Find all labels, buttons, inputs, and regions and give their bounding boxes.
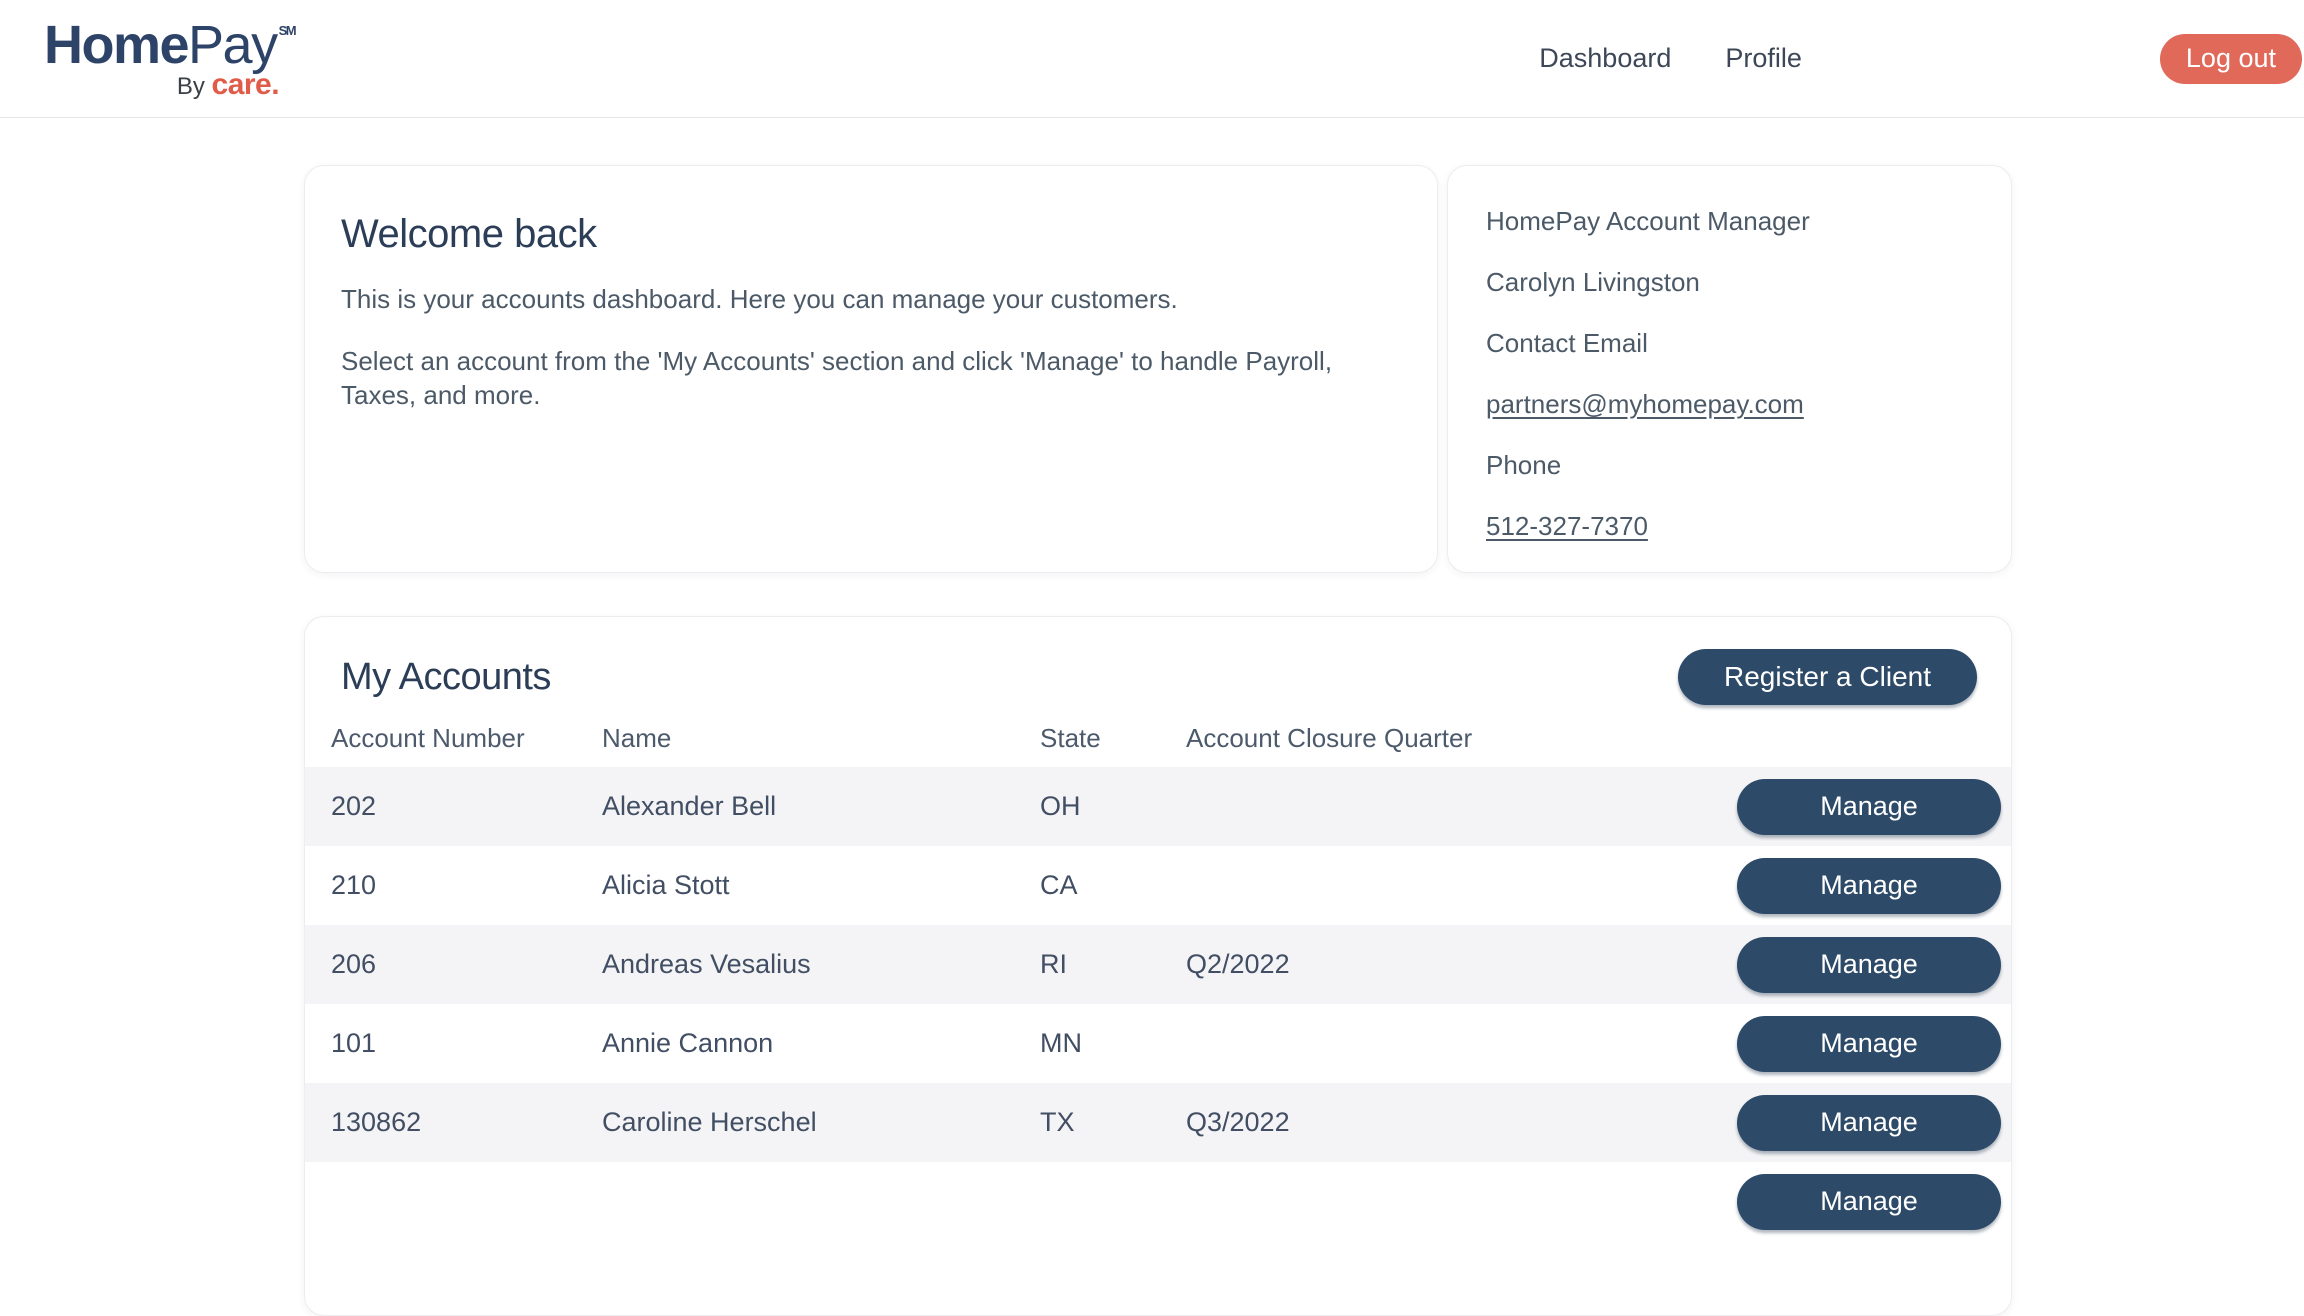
top-bar: [0, 0, 2304, 118]
cell-closure-quarter: Q2/2022: [1186, 949, 1290, 979]
table-row: [305, 925, 2011, 1004]
cell-account-number: 101: [331, 1028, 377, 1058]
care-logo: care.: [211, 67, 280, 101]
cell-account-number: 202: [331, 791, 377, 821]
account-manager-card: [1447, 165, 2012, 573]
phone-link[interactable]: 512-327-7370: [1486, 511, 1648, 541]
column-header-account-closure-quarter: Account Closure Quarter: [1186, 722, 1473, 753]
welcome-paragraph-2: Select an account from the 'My Accounts' section and click 'Manage' to handle Payroll, Taxes, and more.: [341, 345, 1333, 410]
manage-button[interactable]: Manage: [1737, 858, 2001, 914]
cell-state: RI: [1040, 949, 1067, 979]
logo-pay-text: Pay: [188, 14, 277, 75]
logo-home-text: Home: [44, 14, 189, 75]
manage-button[interactable]: Manage: [1737, 1095, 2001, 1151]
email-link[interactable]: partners@myhomepay.com: [1486, 389, 1804, 419]
cell-state: OH: [1040, 791, 1081, 821]
top-cards-row: [304, 165, 2012, 573]
manager-card-title: HomePay Account Manager: [1486, 206, 1810, 236]
cell-account-number: 130862: [331, 1107, 422, 1137]
cell-name: Andreas Vesalius: [602, 949, 811, 979]
manage-button[interactable]: Manage: [1737, 1174, 2001, 1230]
cell-state: CA: [1040, 870, 1078, 900]
column-header-name: Name: [602, 722, 672, 753]
table-row: [305, 1162, 2011, 1241]
accounts-title: My Accounts: [341, 655, 551, 698]
contact-email-label: Contact Email: [1486, 328, 1648, 358]
table-row: [305, 846, 2011, 925]
table-row: [305, 767, 2011, 846]
main-content: [304, 165, 2012, 1316]
table-row: [305, 1083, 2011, 1162]
logout-button[interactable]: Log out: [2160, 34, 2302, 84]
nav-item-dashboard[interactable]: Dashboard: [1539, 43, 1672, 73]
cell-name: Alexander Bell: [602, 791, 777, 821]
column-header-state: State: [1040, 722, 1101, 753]
cell-closure-quarter: Q3/2022: [1186, 1107, 1290, 1137]
cell-name: Caroline Herschel: [602, 1107, 817, 1137]
table-header-row: [305, 709, 2011, 767]
logo-trademark: SM: [278, 22, 296, 38]
logo-wordmark: [44, 14, 296, 75]
manage-button[interactable]: Manage: [1737, 1016, 2001, 1072]
cell-name: Annie Cannon: [602, 1028, 774, 1058]
cell-state: MN: [1040, 1028, 1082, 1058]
nav-item-profile[interactable]: Profile: [1725, 43, 1802, 73]
cell-state: TX: [1040, 1107, 1075, 1137]
manager-name: Carolyn Livingston: [1486, 267, 1700, 297]
cell-name: Alicia Stott: [602, 870, 730, 900]
welcome-paragraph-1: This is your accounts dashboard. Here you can manage your customers.: [341, 284, 1178, 314]
register-client-button[interactable]: Register a Client: [1678, 649, 1977, 705]
accounts-header: [305, 649, 2011, 705]
welcome-card: [304, 165, 1438, 573]
cell-account-number: 206: [331, 949, 377, 979]
manage-button[interactable]: Manage: [1737, 779, 2001, 835]
table-row: [305, 1004, 2011, 1083]
manage-button[interactable]: Manage: [1737, 937, 2001, 993]
my-accounts-card: [304, 616, 2012, 1316]
phone-label: Phone: [1486, 450, 1562, 480]
cell-account-number: 210: [331, 870, 377, 900]
page-title: Welcome back: [341, 212, 597, 256]
main-nav: [1539, 43, 1802, 74]
column-header-account-number: Account Number: [331, 722, 525, 753]
logo-by-text: By: [176, 72, 212, 100]
homepay-logo: [44, 14, 296, 101]
